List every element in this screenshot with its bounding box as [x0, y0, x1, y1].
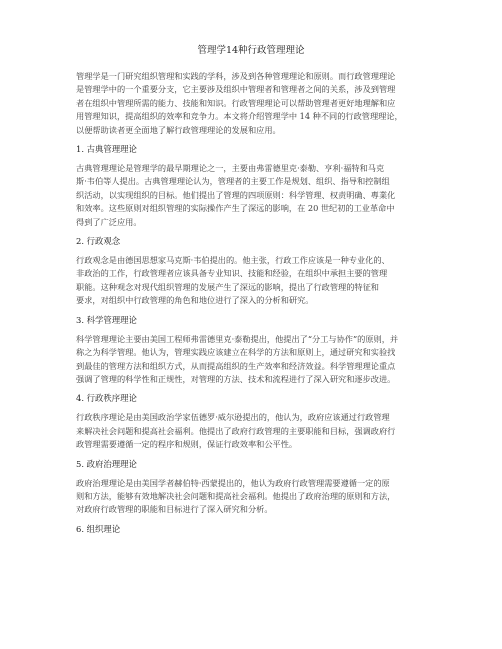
- section-line: 科学管理理论主要由美国工程师弗雷德里克·泰勒提出，他提出了“分工与协作”的原则，并: [76, 333, 399, 344]
- section-line: 称之为科学管理。他认为，管理实践应该建立在科学的方法和原则上，通过研究和实验找: [76, 347, 396, 358]
- section-paragraph: [76, 333, 434, 387]
- intro-paragraph: [76, 70, 434, 137]
- intro-line: 者在组织中管理所需的能力、技能和知识。行政管理理论可以帮助管理者更好地理解和应: [76, 97, 396, 108]
- section-heading: 1. 古典管理理论: [76, 144, 137, 155]
- section-heading: 6. 组织理论: [76, 523, 121, 534]
- section-line: 行政观念是由德国思想家马克斯·韦伯提出的。他主张，行政工作应该是一种专业化的、: [76, 255, 390, 266]
- section-line: 政府治理理论是由美国学者赫伯特·西蒙提出的，他认为政府行政管理需要遵循一定的原: [76, 477, 390, 488]
- section-paragraph: [76, 254, 434, 308]
- section-line: 要求，对组织中行政管理的角色和地位进行了深入的分析和研究。: [76, 295, 314, 306]
- section-heading: 2. 行政观念: [76, 236, 121, 247]
- section-line: 政管理需要遵循一定的程序和规则，保证行政效率和公平性。: [76, 439, 298, 450]
- section-line: 职能。这种观念对现代组织管理的发展产生了深远的影响，提出了行政管理的特征和: [76, 281, 379, 292]
- section-heading: 3. 科学管理理论: [76, 314, 137, 325]
- section-line: 到最佳的管理方法和组织方式，从而提高组织的生产效率和经济效益。科学管理理论重点: [76, 360, 396, 371]
- intro-line: 以便帮助读者更全面地了解行政管理理论的发展和应用。: [76, 124, 281, 135]
- intro-line: 用管理知识，提高组织的效率和竞争力。本文将介绍管理学中 14 种不同的行政管理理论，: [76, 111, 403, 122]
- document-body: [76, 70, 434, 536]
- section-paragraph: [76, 162, 434, 229]
- section-paragraph: [76, 411, 434, 451]
- section-line: 对政府行政管理的职能和目标进行了深入研究和分析。: [76, 504, 273, 515]
- section-line: 斯·韦伯等人提出。古典管理理论认为，管理者的主要工作是规划、组织、指导和控制组: [76, 176, 390, 187]
- section-line: 非政治的工作，行政管理者应该具备专业知识、技能和经验，在组织中承担主要的管理: [76, 268, 388, 279]
- section-line: 行政秩序理论是由美国政治学家伍德罗·威尔逊提出的，他认为，政府应该通过行政管理: [76, 412, 390, 423]
- document-title: 管理学14种行政管理理论: [197, 45, 305, 56]
- section-line: 得到了广泛应用。: [76, 216, 142, 227]
- section-line: 织活动，以实现组织的目标。他们提出了管理的四项原则：科学管理、权责明确、專業化: [76, 189, 396, 200]
- section-heading: 4. 行政秩序理论: [76, 393, 137, 404]
- section-line: 来解决社会问题和提高社会福利。他提出了政府行政管理的主要职能和目标，强调政府行: [76, 425, 396, 436]
- intro-line: 是管理学中的一个重要分支，它主要涉及组织中管理者和管理者之间的关系，涉及到管理: [76, 84, 396, 95]
- section-line: 则和方法，能够有效地解决社会问题和提高社会福利。他提出了政府治理的原则和方法，: [76, 490, 396, 501]
- section-heading: 5. 政府治理理论: [76, 458, 137, 469]
- section-line: 强调了管理的科学性和正规性，对管理的方法、技术和流程进行了深入研究和逐步改进。: [76, 373, 396, 384]
- intro-line: 管理学是一门研究组织管理和实践的学科，涉及到各种管理理论和原则。而行政管理理论: [76, 71, 396, 81]
- section-paragraph: [76, 477, 434, 517]
- section-line: 古典管理理论是管理学的最早期理论之一，主要由弗雷德里克·泰勒、亨利·福特和马克: [76, 163, 385, 174]
- section-line: 和效率。这些原则对组织管理的实际操作产生了深远的影响，在 20 世纪初的工业革命中: [76, 203, 395, 214]
